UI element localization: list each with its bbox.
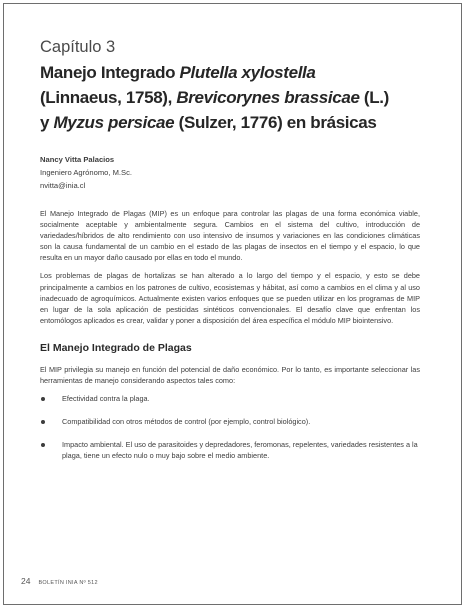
publication-name: BOLETÍN INIA Nº 512 bbox=[38, 580, 98, 586]
bullet-icon bbox=[41, 397, 45, 401]
list-item-text: Impacto ambiental. El uso de parasitoides y depredadores, feromonas, repelentes, variedades resistentes a la plaga, tiene un efecto nulo o muy bajo sobre el medio ambiente. bbox=[62, 440, 418, 461]
bullet-icon bbox=[41, 443, 45, 447]
chapter-label: Capítulo 3 bbox=[40, 38, 116, 56]
list-item bbox=[40, 439, 420, 461]
title-text: y bbox=[40, 113, 54, 132]
section-heading: El Manejo Integrado de Plagas bbox=[40, 341, 192, 354]
author-block bbox=[40, 153, 420, 192]
species-name: Plutella xylostella bbox=[179, 63, 316, 82]
title-text: (L.) bbox=[359, 88, 389, 107]
bullet-icon bbox=[41, 420, 45, 424]
title-text: Manejo Integrado bbox=[40, 63, 180, 82]
paragraph: Los problemas de plagas de hortalizas se han alterado a lo largo del tiempo y el espacio, y esto se debe principalmente a cambios en los patrones de cultivo, ecosistemas y hábitat, así como a cambios en el clima y al uso inadecuado de agroquímicos. Actualmente existen varios enfoques que se pueden utilizar en los programas de MIP en lugar de la sola aplicación de pesticidas sintéticos convencionales. El desafío clave que enfrentan los entomólogos aplicados es crear, validar y poner a disposición del área específica el módulo MIP biointensivo. bbox=[40, 271, 420, 325]
title-text: (Sulzer, 1776) en brásicas bbox=[174, 113, 377, 132]
species-name: Brevicorynes brassicae bbox=[176, 88, 360, 107]
body-text bbox=[40, 208, 420, 462]
list-item bbox=[40, 416, 420, 427]
list-item-text: Efectividad contra la plaga. bbox=[62, 394, 150, 404]
author-email[interactable]: nvitta@inia.cl bbox=[40, 181, 86, 190]
title-text: (Linnaeus, 1758), bbox=[40, 88, 177, 107]
paragraph: El MIP privilegia su manejo en función del potencial de daño económico. Por lo tanto, es importante seleccionar las herramientas de manejo considerando aspectos tales como: bbox=[40, 364, 420, 386]
page-footer bbox=[21, 576, 98, 586]
bullet-list bbox=[40, 393, 420, 461]
list-item bbox=[40, 393, 420, 404]
page-number: 24 bbox=[21, 576, 31, 586]
document-page bbox=[40, 37, 420, 474]
species-name: Myzus persicae bbox=[53, 113, 175, 132]
author-name: Nancy Vitta Palacios bbox=[40, 155, 115, 164]
author-role: Ingeniero Agrónomo, M.Sc. bbox=[40, 168, 133, 177]
paragraph: El Manejo Integrado de Plagas (MIP) es un enfoque para controlar las plagas de una forma económica viable, socialmente aceptable y ambientalmente segura. Cambios en el sistema del cultivo, introducción de variedades/híbridos de alto rendimiento con uso intensivo de insumos y variaciones en las condiciones climáticas son la causa fundamental de un cambio en el estado de las plagas de insectos en el tiempo y el espacio, lo que resulta en un mayor daño causado por ellas en todo el mundo. bbox=[40, 209, 420, 263]
chapter-title bbox=[40, 60, 420, 135]
list-item-text: Compatibilidad con otros métodos de control (por ejemplo, control biológico). bbox=[62, 417, 311, 427]
